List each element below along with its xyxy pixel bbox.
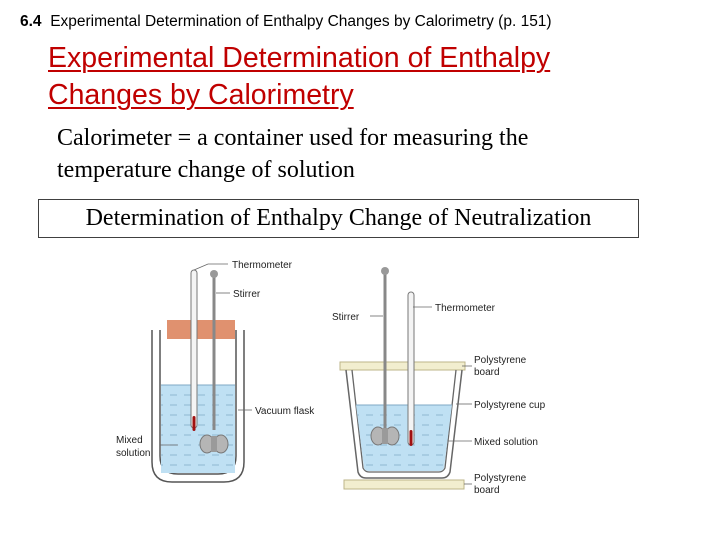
bottom-board xyxy=(344,480,464,489)
label-polystyrene-board-bottom-1: Polystyrene xyxy=(474,473,527,484)
title-line-1: Experimental Determination of Enthalpy xyxy=(48,42,551,74)
section-text: Experimental Determination of Enthalpy Changes by Calorimetry (p. 151) xyxy=(50,13,552,30)
left-stirrer-paddle xyxy=(200,435,228,453)
section-number: 6.4 xyxy=(20,13,42,30)
label-polystyrene-board-top-1: Polystyrene xyxy=(474,355,527,366)
label-thermometer: Thermometer xyxy=(232,260,293,271)
label-mixed-solution: Mixed solution xyxy=(474,437,538,448)
definition-line-1: Calorimeter = a container used for measuring the xyxy=(57,125,529,151)
vacuum-flask-diagram xyxy=(116,260,315,482)
label-polystyrene-cup: Polystyrene cup xyxy=(474,400,546,411)
left-thermometer xyxy=(191,270,197,428)
flask-liquid-pattern xyxy=(161,385,235,473)
label-mixed-solution-2: solution xyxy=(116,448,151,459)
neutralization-heading: Determination of Enthalpy Change of Neutralization xyxy=(38,199,639,238)
label-right-stirrer: Stirrer xyxy=(332,312,360,323)
label-polystyrene-board-top-2: board xyxy=(474,367,500,378)
label-vacuum-flask: Vacuum flask xyxy=(255,406,315,417)
title-line-2: Changes by Calorimetry xyxy=(48,79,354,111)
label-right-thermometer: Thermometer xyxy=(435,303,496,314)
right-stirrer-paddle xyxy=(371,427,399,445)
label-polystyrene-board-bottom-2: board xyxy=(474,485,500,496)
right-thermometer xyxy=(408,292,414,445)
label-mixed-solution-1: Mixed xyxy=(116,435,143,446)
polystyrene-cup-diagram xyxy=(332,267,546,496)
flask-stopper xyxy=(167,320,235,339)
top-board xyxy=(340,362,465,370)
definition-line-2: temperature change of solution xyxy=(57,157,355,183)
label-stirrer: Stirrer xyxy=(233,289,261,300)
